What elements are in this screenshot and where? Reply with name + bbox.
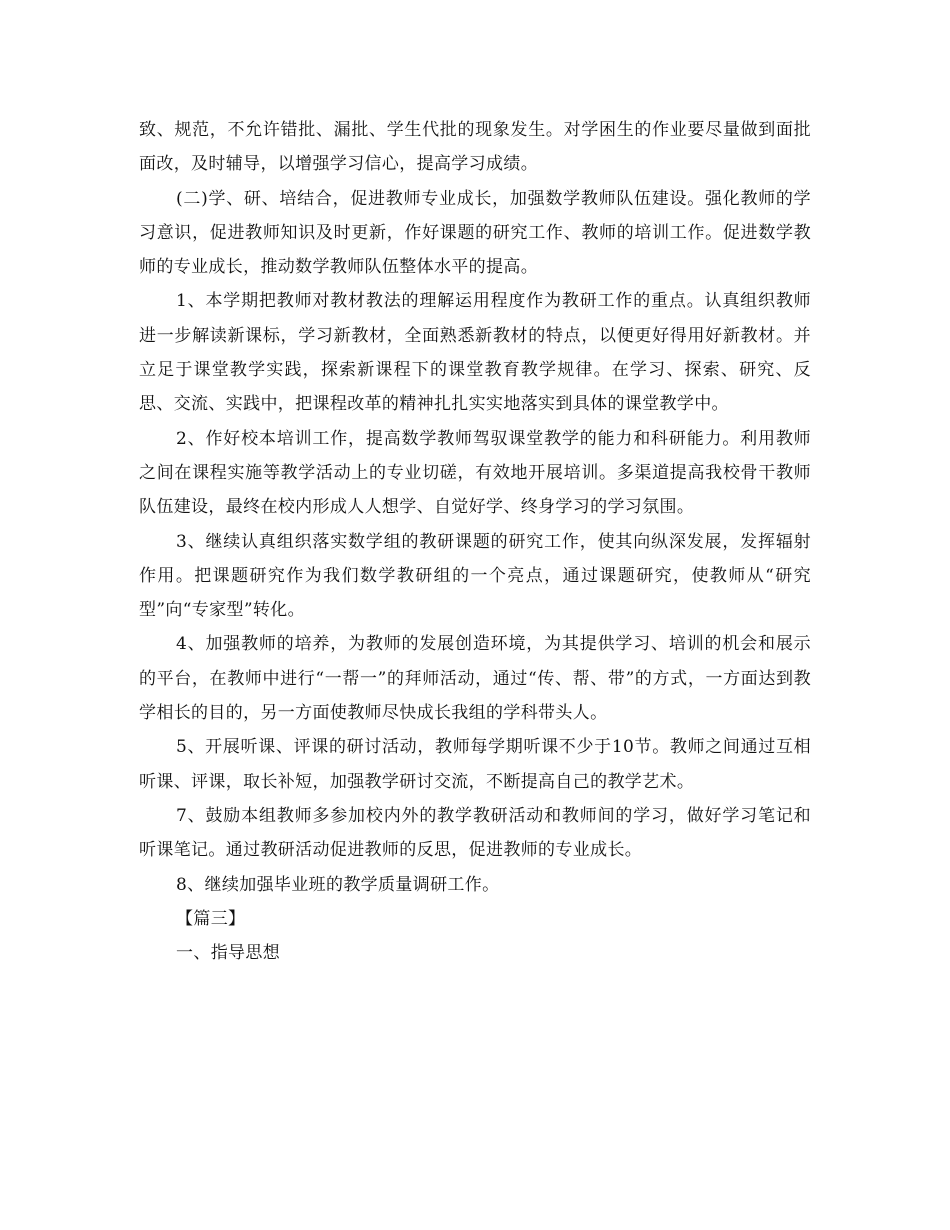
paragraph-item-1: 1、本学期把教师对教材教法的理解运用程度作为教研工作的重点。认真组织教师进一步解读新课标，学习新教材，全面熟悉新教材的特点，以便更好得用好新教材。并立足于课堂教学实践，探索新课程下的课堂教育教学规律。在学习、探索、研究、反思、交流、实践中，把课程改革的精神扎扎实实地落实到具体的课堂教学中。 [139, 291, 811, 415]
paragraph-item-4: 4、加强教师的培养，为教师的发展创造环境，为其提供学习、培训的机会和展示的平台，在教师中进行“一帮一”的拜师活动，通过“传、帮、带”的方式，一方面达到教学相长的目的，另一方面使教师尽快成长我组的学科带头人。 [139, 634, 811, 724]
paragraph-section-two: (二)学、研、培结合，促进教师专业成长，加强数学教师队伍建设。强化教师的学习意识，促进教师知识及时更新，作好课题的研究工作、教师的培训工作。促进数学教师的专业成长，推动数学教师队伍整体水平的提高。 [139, 188, 811, 278]
document-body [139, 113, 811, 970]
section-heading-part-three: 【篇三】 [176, 908, 246, 929]
heading-guiding-ideology: 一、指导思想 [176, 943, 281, 964]
paragraph-item-3: 3、继续认真组织落实数学组的教研课题的研究工作，使其向纵深发展，发挥辐射作用。把课题研究作为我们数学教研组的一个亮点，通过课题研究，使教师从“研究型”向“专家型”转化。 [139, 531, 811, 621]
paragraph-item-2: 2、作好校本培训工作，提高数学教师驾驭课堂教学的能力和科研能力。利用教师之间在课程实施等教学活动上的专业切磋，有效地开展培训。多渠道提高我校骨干教师队伍建设，最终在校内形成人人想学、自觉好学、终身学习的学习氛围。 [139, 428, 811, 518]
paragraph-item-5: 5、开展听课、评课的研讨活动，教师每学期听课不少于10节。教师之间通过互相听课、评课，取长补短，加强教学研讨交流，不断提高自己的教学艺术。 [139, 737, 811, 792]
paragraph-item-8: 8、继续加强毕业班的教学质量调研工作。 [176, 874, 500, 895]
paragraph-item-7: 7、鼓励本组教师多参加校内外的教学教研活动和教师间的学习，做好学习笔记和听课笔记。通过教研活动促进教师的反思，促进教师的专业成长。 [139, 805, 811, 861]
paragraph-continuation: 致、规范，不允许错批、漏批、学生代批的现象发生。对学困生的作业要尽量做到面批面改，及时辅导，以增强学习信心，提高学习成绩。 [139, 120, 811, 175]
